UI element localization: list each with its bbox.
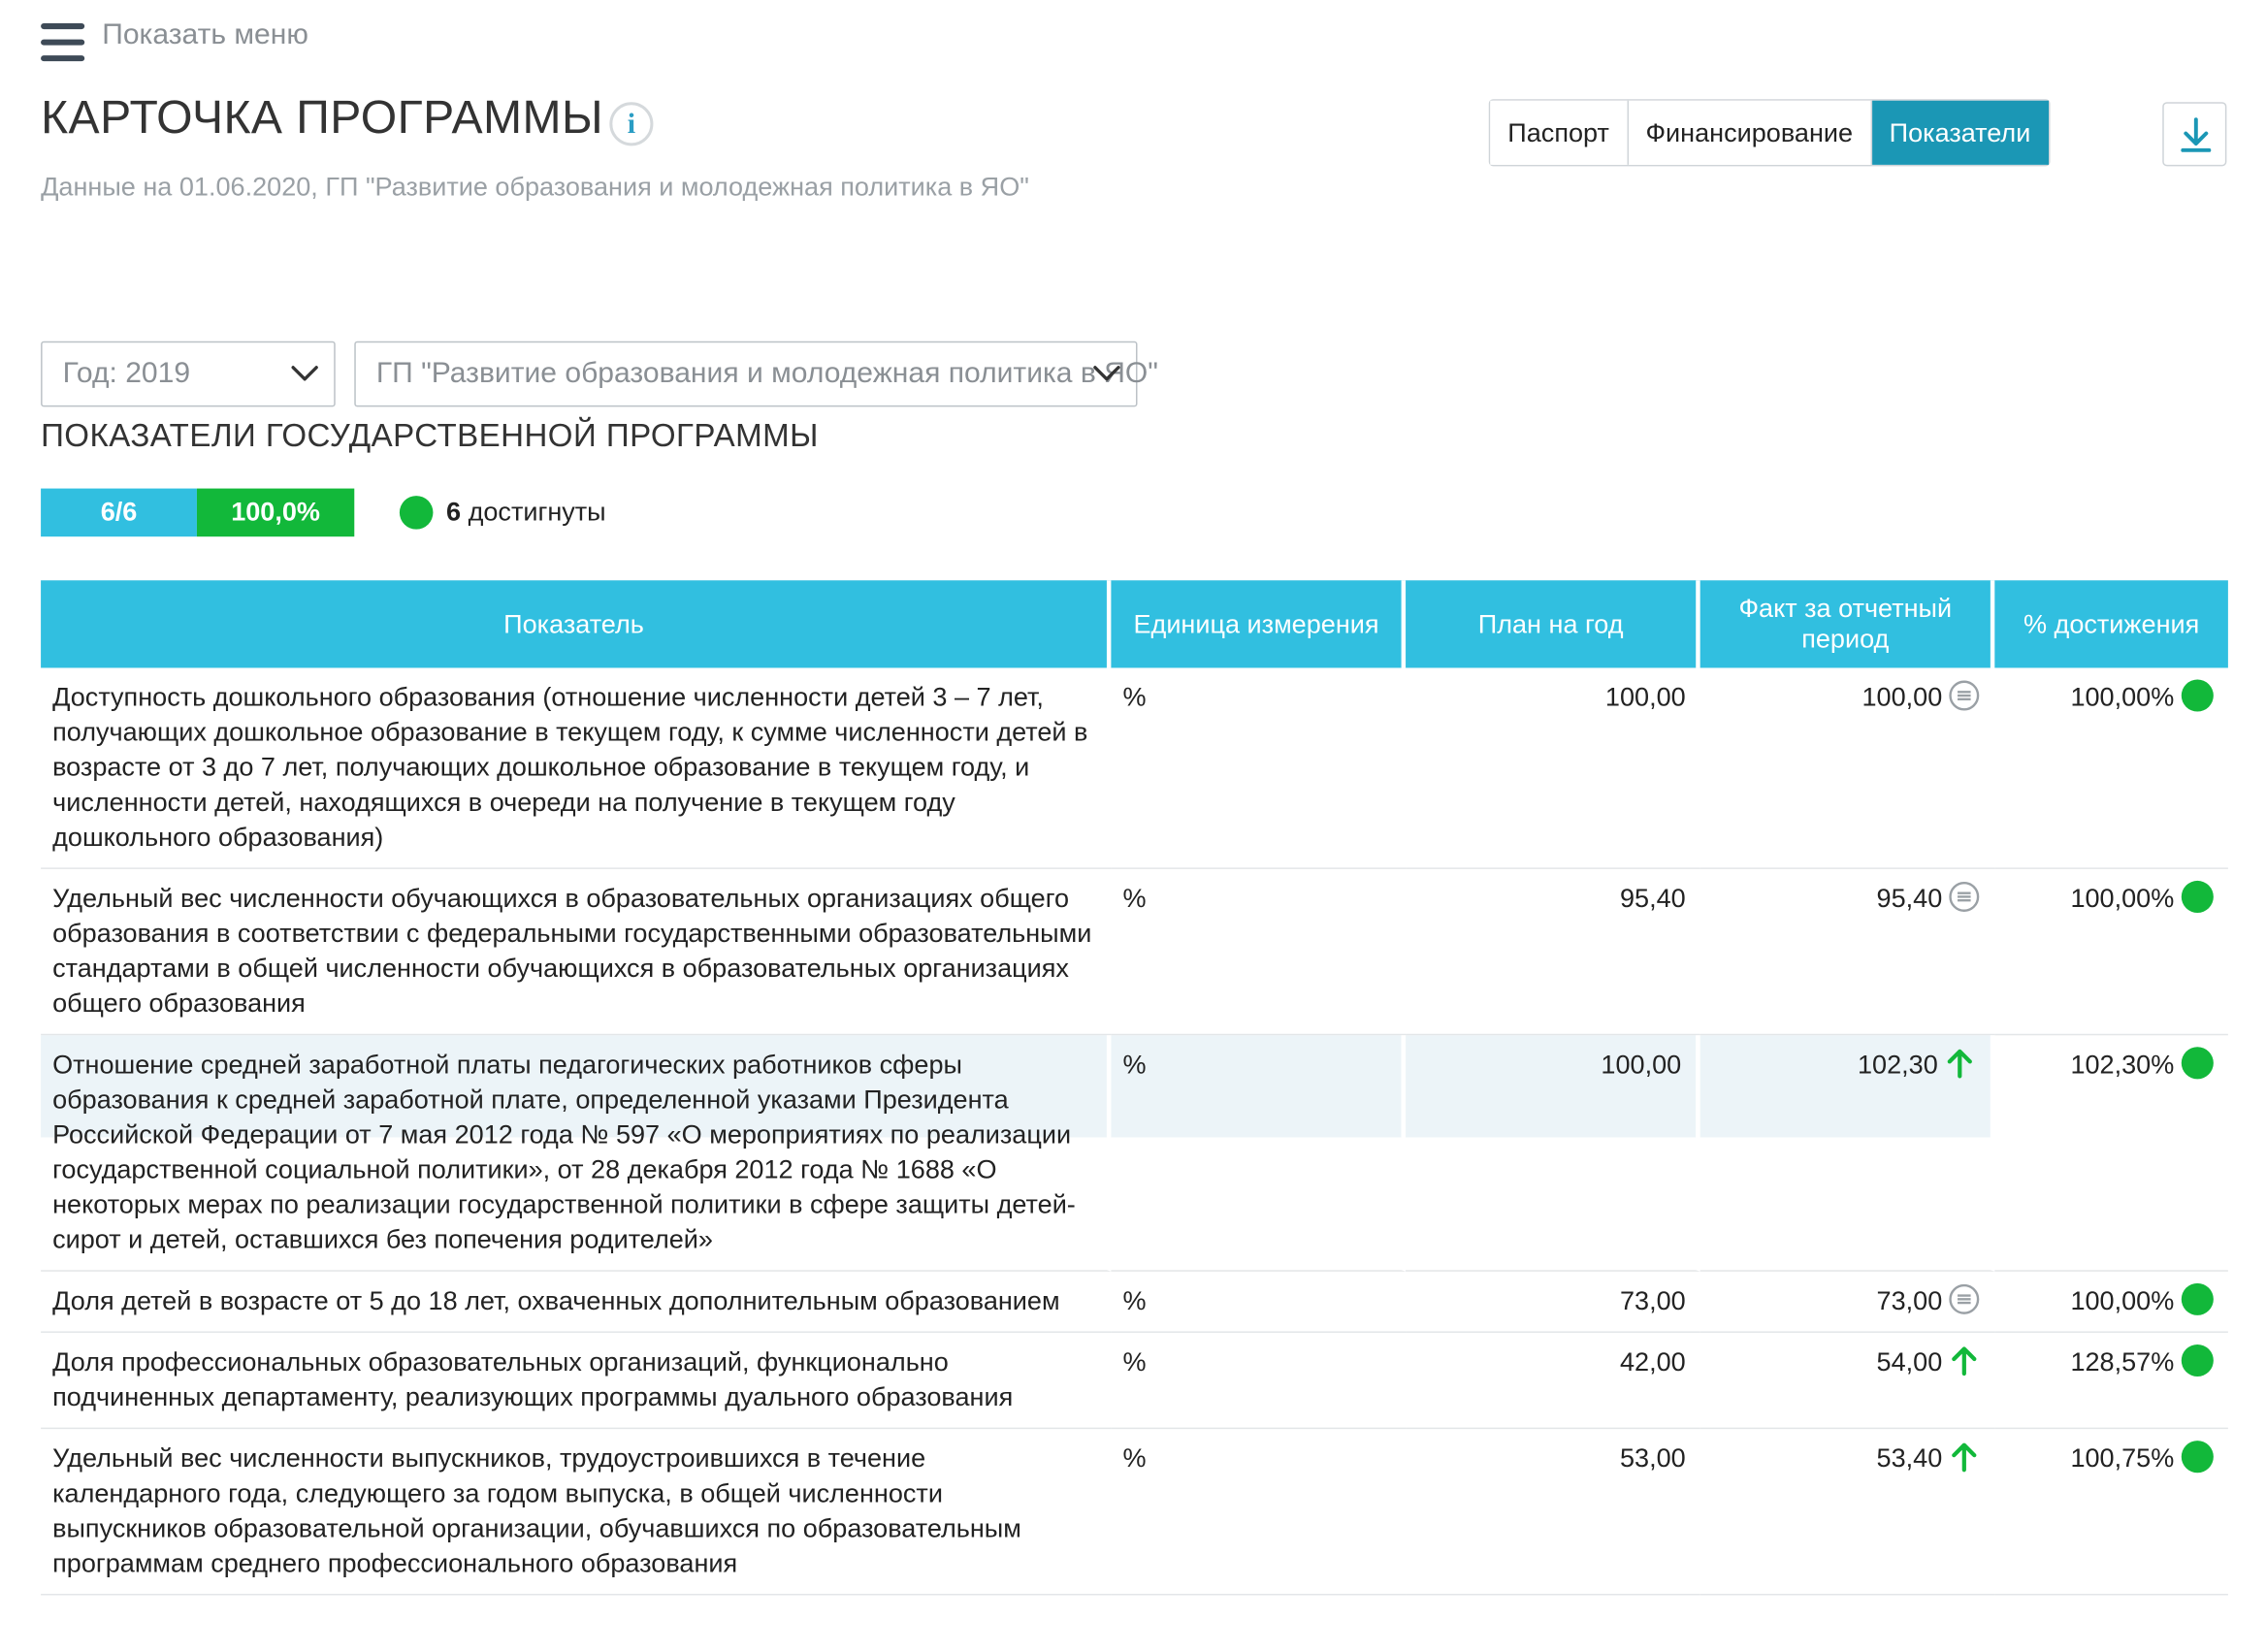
- fact-cell: [1700, 1333, 1995, 1429]
- year-select-value: Год: 2019: [62, 357, 191, 390]
- tab-passport[interactable]: Паспорт: [1490, 101, 1628, 165]
- unit-cell: %: [1111, 1272, 1406, 1333]
- achieved-status-icon: [2182, 680, 2214, 712]
- tab-indicators[interactable]: Показатели: [1872, 101, 2049, 165]
- equal-icon: [1948, 680, 1980, 712]
- chevron-down-icon: [1092, 362, 1121, 385]
- fact-cell: [1700, 869, 1995, 1035]
- percent-value: 100,00%: [2070, 1285, 2175, 1315]
- percent-cell: [1994, 1429, 2228, 1595]
- section-title: ПОКАЗАТЕЛИ ГОСУДАРСТВЕННОЙ ПРОГРАММЫ: [41, 416, 819, 454]
- chevron-down-icon: [290, 362, 319, 385]
- program-select[interactable]: [354, 341, 1158, 407]
- percent-value: 100,00%: [2070, 682, 2175, 712]
- percent-cell: [1994, 1272, 2228, 1333]
- plan-cell: 42,00: [1406, 1333, 1700, 1429]
- achieved-status-icon: [2182, 1283, 2214, 1315]
- plan-cell: 95,40: [1406, 869, 1700, 1035]
- table-header-row: [41, 580, 2228, 667]
- table-row[interactable]: [41, 667, 2228, 868]
- table-row[interactable]: [41, 869, 2228, 1035]
- unit-cell: %: [1111, 667, 1406, 868]
- equal-icon: [1948, 1283, 1980, 1315]
- achieved-status-icon: [2182, 1441, 2214, 1474]
- indicator-cell: Доступность дошкольного образования (отношение численности детей 3 – 7 лет, получающих дошкольное образование в текущем году, к сумме численности детей в возрасте от 3 до 7 лет, получающих дошкольное образование в текущем году, и численности детей, находящихся в очереди на получение в текущем году дошкольного образования): [41, 667, 1111, 868]
- achieved-count: 6: [445, 497, 462, 527]
- fact-cell: [1700, 667, 1995, 868]
- plan-cell: 100,00: [1406, 1035, 1700, 1272]
- fact-value: 102,30: [1857, 1050, 1938, 1080]
- download-icon: [2164, 104, 2228, 168]
- percent-value: 100,00%: [2070, 883, 2175, 914]
- column-header-indicator[interactable]: Показатель: [41, 580, 1111, 667]
- achievement-percent-badge: 100,0%: [197, 489, 354, 537]
- indicator-cell: Удельный вес численности обучающихся в образовательных организациях общего образования в соответствии с федеральными государственными образовательными стандартами в общей численности обучающихся в образовательных организациях общего образования: [41, 869, 1111, 1035]
- indicator-cell: Доля профессиональных образовательных организаций, функционально подчиненных департаменту, реализующих программы дуального образования: [41, 1333, 1111, 1429]
- plan-cell: 100,00: [1406, 667, 1700, 868]
- column-header-percent[interactable]: % достижения: [1994, 580, 2228, 667]
- table-row[interactable]: [41, 1333, 2228, 1429]
- achieved-status-icon: [2182, 1048, 2214, 1080]
- unit-cell: %: [1111, 869, 1406, 1035]
- achieved-status-icon: [400, 496, 434, 530]
- download-button[interactable]: [2162, 102, 2226, 166]
- unit-cell: %: [1111, 1035, 1406, 1272]
- percent-cell: [1994, 667, 2228, 868]
- table-row[interactable]: [41, 1035, 2228, 1272]
- percent-value: 100,75%: [2070, 1443, 2175, 1474]
- show-menu-button[interactable]: [41, 17, 308, 64]
- tab-financing[interactable]: Финансирование: [1628, 101, 1871, 165]
- fact-cell: [1700, 1429, 1995, 1595]
- plan-cell: 53,00: [1406, 1429, 1700, 1595]
- hamburger-icon[interactable]: [41, 23, 84, 64]
- achieved-legend: [446, 496, 606, 530]
- achieved-status-icon: [2182, 1344, 2214, 1377]
- unit-cell: %: [1111, 1429, 1406, 1595]
- fact-value: 53,40: [1876, 1443, 1943, 1474]
- fact-value: 54,00: [1876, 1346, 1943, 1377]
- equal-icon: [1948, 881, 1980, 913]
- percent-value: 102,30%: [2070, 1050, 2175, 1080]
- achieved-label: достигнуты: [468, 497, 606, 527]
- achieved-status-icon: [2182, 881, 2214, 913]
- table-row[interactable]: [41, 1429, 2228, 1595]
- plan-cell: 73,00: [1406, 1272, 1700, 1333]
- program-select-value: ГП "Развитие образования и молодежная политика в ЯО": [375, 357, 1158, 390]
- page-title: КАРТОЧКА ПРОГРАММЫ: [41, 90, 604, 144]
- fact-cell: [1700, 1272, 1995, 1333]
- indicator-cell: Доля детей в возрасте от 5 до 18 лет, охваченных дополнительным образованием: [41, 1272, 1111, 1333]
- indicators-count-badge: 6/6: [41, 489, 197, 537]
- fact-value: 73,00: [1876, 1285, 1943, 1315]
- percent-value: 128,57%: [2070, 1346, 2175, 1377]
- view-tabs: [1489, 99, 2050, 166]
- year-select[interactable]: [41, 341, 336, 407]
- percent-cell: [1994, 869, 2228, 1035]
- show-menu-label[interactable]: Показать меню: [102, 18, 308, 51]
- fact-cell: [1700, 1035, 1995, 1272]
- column-header-fact[interactable]: Факт за отчетный период: [1700, 580, 1995, 667]
- column-header-unit[interactable]: Единица измерения: [1111, 580, 1406, 667]
- unit-cell: %: [1111, 1333, 1406, 1429]
- indicators-table: [41, 580, 2228, 1595]
- page-subtitle: Данные на 01.06.2020, ГП "Развитие образования и молодежная политика в ЯО": [41, 172, 1029, 202]
- fact-value: 95,40: [1876, 883, 1943, 914]
- column-header-plan[interactable]: План на год: [1406, 580, 1700, 667]
- table-row[interactable]: [41, 1272, 2228, 1333]
- arrow-up-icon: [1948, 1344, 1980, 1377]
- indicator-cell: Отношение средней заработной платы педагогических работников сферы образования к средней заработной плате, определенной указами Президента Российской Федерации от 7 мая 2012 года № 597 «О мероприятиях по реализации государственной социальной политики», от 28 декабря 2012 года № 1688 «О некоторых мерах по реализации государственной политики в сфере защиты детей-сирот и детей, оставшихся без попечения родителей»: [41, 1035, 1111, 1272]
- fact-value: 100,00: [1861, 682, 1943, 712]
- info-icon[interactable]: i: [609, 102, 653, 146]
- indicator-cell: Удельный вес численности выпускников, трудоустроившихся в течение календарного года, следующего за годом выпуска, в общей численности выпускников образовательной организации, обучавшихся по образовательным программам среднего профессионального образования: [41, 1429, 1111, 1595]
- percent-cell: [1994, 1333, 2228, 1429]
- arrow-up-icon: [1948, 1441, 1980, 1474]
- percent-cell: [1994, 1035, 2228, 1272]
- arrow-up-icon: [1944, 1048, 1976, 1080]
